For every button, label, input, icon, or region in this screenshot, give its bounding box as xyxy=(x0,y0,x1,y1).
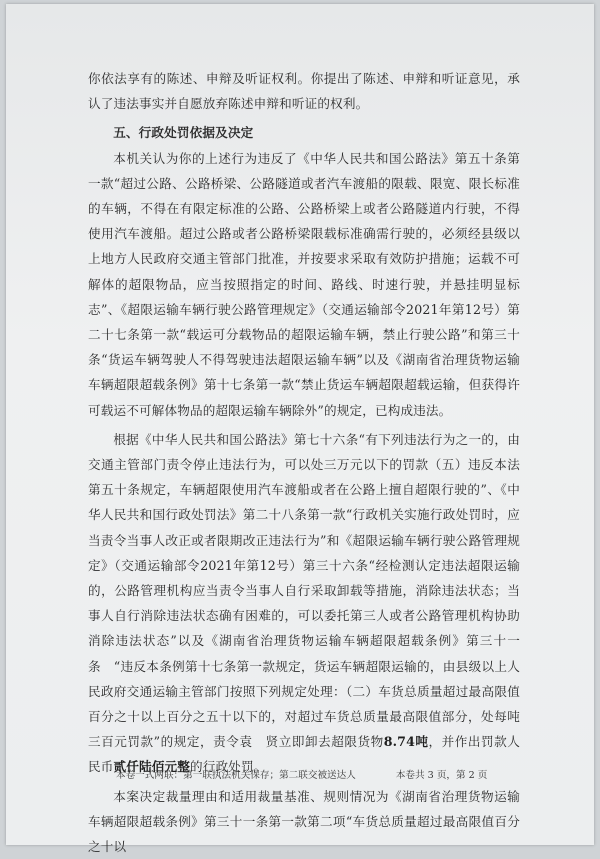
penalty-basis-text: 根据《中华人民共和国公路法》第七十六条“有下列违法行为之一的，由交通主管部门责令停止违法行为，可以处三万元以下的罚款（五）违反本法第五十条规定，车辆超限使用汽车渡船或者在公路上擅自超限行驶的”、《中华人民共和国行政处罚法》第二十八条第一款“行政机关实施行政处罚时，应当责令当事人改正或者限期改正违法行为”和《超限运输车辆行驶公路管理规定》（交通运输部令2021年第12号）第三十六条“经检测认定违法超限运输的，公路管理机构应当责令当事人自行采取卸载等措施，消除违法状态；当事人自行消除违法状态确有困难的，可以委托第三人或者公路管理机构协助消除违法状态”以及《湖南省治理货物运输车辆超限超载条例》第三十一条 “违反本条例第十七条第一款规定，货运车辆超限运输的，由县级以上人民政府交通运输主管部门按照下列规定处理：（二）车货总质量超过最高限值百分之十以上百分之五十以下的，对超过车货总质量最高限值部分，处每吨三百元罚款”的规定，责令袁 贤立即卸去超限货物 xyxy=(88,431,520,750)
page-footer xyxy=(116,767,516,781)
document-page xyxy=(6,4,594,855)
paragraph-penalty-basis xyxy=(88,427,520,780)
paragraph-violation: 本机关认为你的上述行为违反了《中华人民共和国公路法》第五十条第一款“超过公路、公路桥梁、公路隧道或者汽车渡船的限载、限宽、限长标准的车辆，不得在有限定标准的公路、公路桥梁上或者公路隧道内行驶，不得使用汽车渡船。超过公路或者公路桥梁限载标准确需行驶的，必须经县级以上地方人民政府交通主管部门批准，并按要求采取有效防护措施；运载不可解体的超限物品，应当按照指定的时间、路线、时速行驶，并悬挂明显标志”、《超限运输车辆行驶公路管理规定》（交通运输部令2021年第12号）第二十七条第一款“载运可分载物品的超限运输车辆，禁止行驶公路”和第三十条“货运车辆驾驶人不得驾驶违法超限运输车辆”以及《湖南省治理货物运输车辆超限超载条例》第十七条第一款“禁止货运车辆超限超载运输，但获得许可载运不可解体物品的超限运输车辆除外”的规定，已构成违法。 xyxy=(88,150,520,418)
penalty-basis-end: 的行政处罚。 xyxy=(189,759,267,775)
fine-amount: 贰仟陆佰元整 xyxy=(113,759,190,775)
penalty-basis-mid: ，并作出罚款人民币 xyxy=(88,734,520,775)
section-heading: 五、行政处罚依据及决定 xyxy=(113,125,254,141)
document-body xyxy=(88,66,520,859)
footer-copies-note: 本卷一式两联：第一联执法机关保存；第二联交被送达人 xyxy=(116,770,356,781)
paragraph-discretion: 本案决定裁量理由和适用裁量基准、规则情况为《湖南省治理货物运输车辆超限超载条例》第三十一条第一款第二项“车货总质量超过最高限值百分之十以 xyxy=(88,788,520,855)
footer-page-info: 本卷共 3 页，第 2 页 xyxy=(395,770,488,781)
paragraph-hearing-rights: 你依法享有的陈述、申辩及听证权利。你提出了陈述、申辩和听证意见，承认了违法事实并自愿放弃陈述申辩和听证的权利。 xyxy=(88,71,520,112)
overload-tonnage: 8.74吨 xyxy=(383,734,429,750)
